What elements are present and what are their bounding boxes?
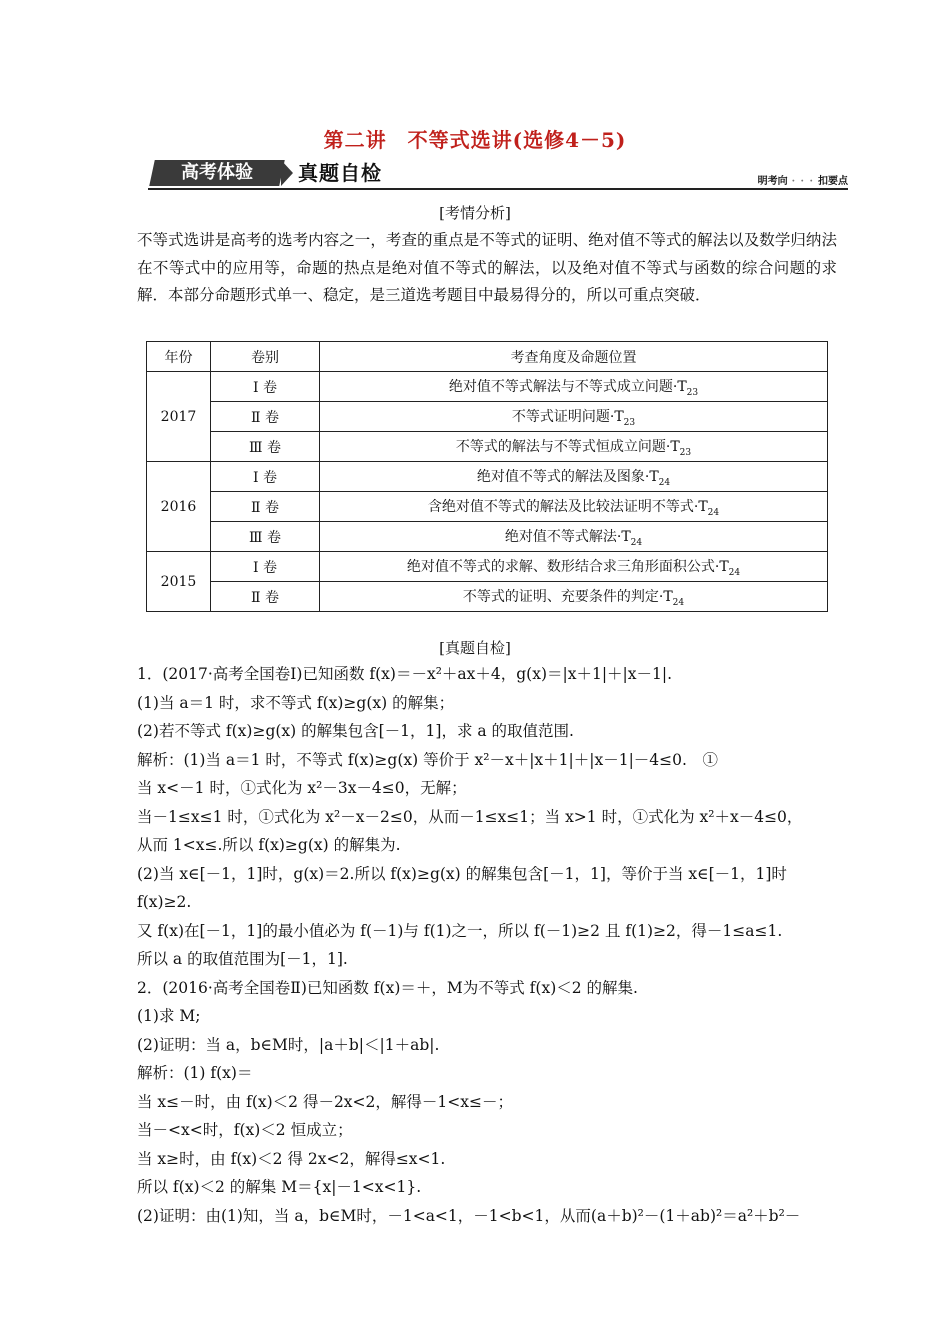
year-cell: 2017 xyxy=(147,372,211,462)
text-line: 解析：(1) f(x)＝ xyxy=(137,1064,253,1082)
text-line: 当 x≤－时，由 f(x)＜2 得－2x<2，解得－1<x≤－； xyxy=(137,1092,513,1111)
content-cell: 含绝对值不等式的解法及比较法证明不等式$\cdot T_{24}$ xyxy=(320,492,828,522)
text-line: 又 f(x)在[－1，1]的最小值必为 f(－1)与 f(1)之一，所以 f(－1)≥2 且 f(1)≥2，得－1≤a≤1. xyxy=(137,921,783,940)
paper-cell: Ⅲ 卷 xyxy=(211,432,320,462)
text-line: f(x)≥2. xyxy=(137,893,192,911)
section-banner xyxy=(148,160,848,190)
table-row xyxy=(147,492,828,522)
paper-cell: Ⅰ 卷 xyxy=(211,462,320,492)
banner-rule xyxy=(148,188,848,190)
text-line: 当－<x<时，f(x)＜2 恒成立； xyxy=(137,1121,353,1139)
text-line: 当 x<－1 时，①式化为 x²－3x－4≤0，无解； xyxy=(137,779,467,797)
exam-table xyxy=(146,341,828,612)
page-title: 第二讲 不等式选讲(选修4－5) xyxy=(323,128,627,152)
banner-tag: 高考体验 xyxy=(149,160,285,186)
text-line: 2．(2016·高考全国卷Ⅱ)已知函数 f(x)＝＋，M为不等式 f(x)＜2 的解集. xyxy=(137,978,638,997)
paper-cell: Ⅰ 卷 xyxy=(211,372,320,402)
paper-cell: Ⅲ 卷 xyxy=(211,522,320,552)
analysis-heading: [考情分析] xyxy=(439,204,511,222)
text-line: (2)证明：由(1)知，当 a，b∈M时，－1<a<1，－1<b<1，从而(a＋b)²－(1＋ab)²＝a²＋b²－ xyxy=(137,1206,801,1225)
text-line: (2)若不等式 f(x)≥g(x) 的解集包含[－1，1]，求 a 的取值范围. xyxy=(137,722,574,740)
text-line: 解析：(1)当 a＝1 时，不等式 f(x)≥g(x) 等价于 x²－x＋|x＋1|＋|x－1|－4≤0. ① xyxy=(137,750,718,769)
text-line: 当 x≥时，由 f(x)＜2 得 2x<2，解得≤x<1. xyxy=(137,1149,446,1168)
content-cell: 绝对值不等式的求解、数形结合求三角形面积公式$\cdot T_{24}$ xyxy=(320,552,828,582)
table-header: 考查角度及命题位置 xyxy=(320,342,828,372)
text-line: 所以 f(x)＜2 的解集 M＝{x|－1<x<1}. xyxy=(137,1178,422,1196)
table-row xyxy=(147,552,828,582)
text-line: 从而 1<x≤.所以 f(x)≥g(x) 的解集为. xyxy=(137,836,401,854)
solution-text xyxy=(137,660,842,1230)
table-row xyxy=(147,582,828,612)
paper-cell: Ⅱ 卷 xyxy=(211,582,320,612)
paper-cell: Ⅱ 卷 xyxy=(211,402,320,432)
content-cell: 绝对值不等式解法$\cdot T_{24}$ xyxy=(320,522,828,552)
analysis-paragraph: 不等式选讲是高考的选考内容之一，考查的重点是不等式的证明、绝对值不等式的解法以及数学归纳法在不等式中的应用等，命题的热点是绝对值不等式的解法，以及绝对值不等式与函数的综合问题的求解．本部分命题形式单一、稳定，是三道选考题目中最易得分的，所以可重点突破． xyxy=(137,231,837,304)
table-row xyxy=(147,372,828,402)
table-header: 年份 xyxy=(147,342,211,372)
content-cell: 不等式证明问题$\cdot T_{23}$ xyxy=(320,402,828,432)
paper-cell: Ⅱ 卷 xyxy=(211,492,320,522)
table-row xyxy=(147,462,828,492)
banner-heading: 真题自检 xyxy=(298,161,382,185)
table-row xyxy=(147,522,828,552)
content-cell: 不等式的解法与不等式恒成立问题$\cdot T_{23}$ xyxy=(320,432,828,462)
content-cell: 绝对值不等式解法与不等式成立问题$\cdot T_{23}$ xyxy=(320,372,828,402)
table-row xyxy=(147,432,828,462)
table-row xyxy=(147,402,828,432)
banner-right-label: 明考向 · · · 扣要点 xyxy=(757,176,848,187)
content-cell: 不等式的证明、充要条件的判定$\cdot T_{24}$ xyxy=(320,582,828,612)
text-line: 1．(2017·高考全国卷Ⅰ)已知函数 f(x)＝－x²＋ax＋4，g(x)＝|x＋1|＋|x－1|. xyxy=(137,665,673,683)
banner-arrow-icon xyxy=(281,160,293,186)
text-line: (1)当 a＝1 时，求不等式 f(x)≥g(x) 的解集； xyxy=(137,693,455,712)
text-line: (2)当 x∈[－1，1]时，g(x)＝2.所以 f(x)≥g(x) 的解集包含[－1，1]，等价于当 x∈[－1，1]时 xyxy=(137,864,787,883)
text-line: 当－1≤x≤1 时，①式化为 x²－x－2≤0，从而－1≤x≤1；当 x>1 时，①式化为 x²＋x－4≤0， xyxy=(137,807,803,826)
table-header-row xyxy=(147,342,828,372)
text-line: (1)求 M; xyxy=(137,1007,201,1025)
content-cell: 绝对值不等式的解法及图象$\cdot T_{24}$ xyxy=(320,462,828,492)
exam-heading: [真题自检] xyxy=(439,639,511,657)
text-line: 所以 a 的取值范围为[－1，1]. xyxy=(137,950,348,968)
text-line: (2)证明：当 a，b∈M时，|a＋b|＜|1＋ab|. xyxy=(137,1035,440,1054)
year-cell: 2015 xyxy=(147,552,211,612)
year-cell: 2016 xyxy=(147,462,211,552)
paper-cell: Ⅰ 卷 xyxy=(211,552,320,582)
table-header: 卷别 xyxy=(211,342,320,372)
